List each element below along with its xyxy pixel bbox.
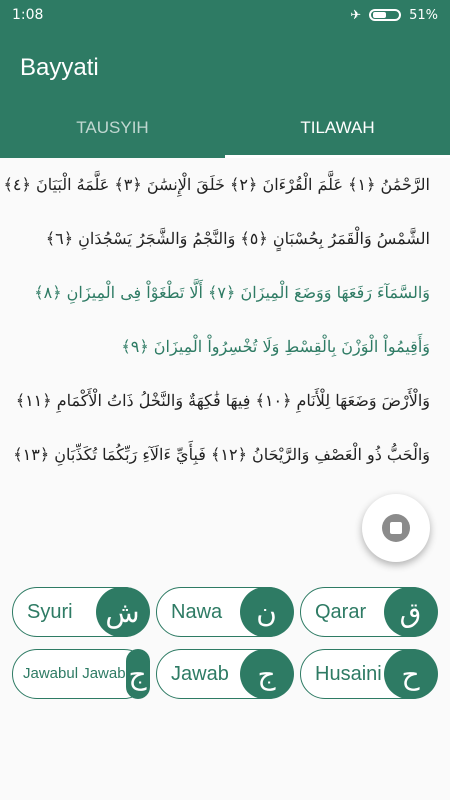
status-icons <box>350 8 438 23</box>
maqam-button-jawabul-jawab[interactable] <box>12 649 149 699</box>
battery-icon <box>369 9 401 21</box>
stop-icon <box>382 514 410 542</box>
tab-bar <box>0 98 450 158</box>
stop-button[interactable] <box>362 494 430 562</box>
maqam-label: Jawabul Jawab <box>23 665 126 682</box>
maqam-button-jawab[interactable] <box>156 649 293 699</box>
status-bar <box>0 0 450 30</box>
maqam-button-husaini[interactable] <box>300 649 437 699</box>
tab-tilawah[interactable]: TILAWAH <box>225 98 450 158</box>
maqam-letter: ش <box>96 587 150 637</box>
maqam-label: Jawab <box>171 662 229 685</box>
app-title: Bayyati <box>20 54 99 81</box>
app-bar <box>0 30 450 158</box>
maqam-button-nawa[interactable] <box>156 587 293 637</box>
maqam-label: Syuri <box>27 600 73 623</box>
ayah-line-highlighted: وَأَقِيمُواْ الْوَزْنَ بِالْقِسْطِ وَلَا تُخْسِرُواْ الْمِيزَانَ ﴿٩﴾ <box>121 337 430 356</box>
maqam-label: Qarar <box>315 600 367 623</box>
maqam-grid <box>12 587 438 699</box>
ayah-line: الرَّحْمَٰنُ ﴿١﴾ عَلَّمَ الْقُرْءَانَ ﴿٢﴾ خَلَقَ الْإِنسَٰنَ ﴿٣﴾ عَلَّمَهُ الْبَيَانَ ﴿٤﴾ <box>3 175 430 194</box>
maqam-letter: ق <box>384 587 438 637</box>
maqam-label: Nawa <box>171 600 223 623</box>
battery-percent: 51% <box>409 7 438 23</box>
ayat-list <box>0 158 450 482</box>
maqam-letter: ج <box>240 649 294 699</box>
ayah-line: الشَّمْسُ وَالْقَمَرُ بِحُسْبَانٍ ﴿٥﴾ وَالنَّجْمُ وَالشَّجَرُ يَسْجُدَانِ ﴿٦﴾ <box>45 229 430 248</box>
ayah-line-highlighted: وَالسَّمَآءَ رَفَعَهَا وَوَضَعَ الْمِيزَانَ ﴿٧﴾ أَلَّا تَطْغَوْاْ فِى الْمِيزَانِ ﴿٨﴾ <box>34 283 430 302</box>
status-time: 1:08 <box>12 7 44 23</box>
maqam-letter: ن <box>240 587 294 637</box>
airplane-mode-icon: ✈ <box>350 7 362 23</box>
ayah-line: وَالْأَرْضَ وَضَعَهَا لِلْأَنَامِ ﴿١٠﴾ فِيهَا فَٰكِهَةٌ وَالنَّخْلُ ذَاتُ الْأَكْمَامِ ﴿١١﴾ <box>15 391 430 410</box>
maqam-button-qarar[interactable] <box>300 587 437 637</box>
maqam-letter: ج <box>126 649 150 699</box>
maqam-letter: ح <box>384 649 438 699</box>
tab-tausyih[interactable]: TAUSYIH <box>76 118 149 137</box>
maqam-label: Husaini <box>315 662 382 685</box>
ayah-line: وَالْحَبُّ ذُو الْعَصْفِ وَالرَّيْحَانُ ﴿١٢﴾ فَبِأَيِّ ءَالَآءِ رَبِّكُمَا تُكَذِّبَانِ ﴿١٣﴾ <box>13 445 430 464</box>
maqam-button-syuri[interactable] <box>12 587 149 637</box>
